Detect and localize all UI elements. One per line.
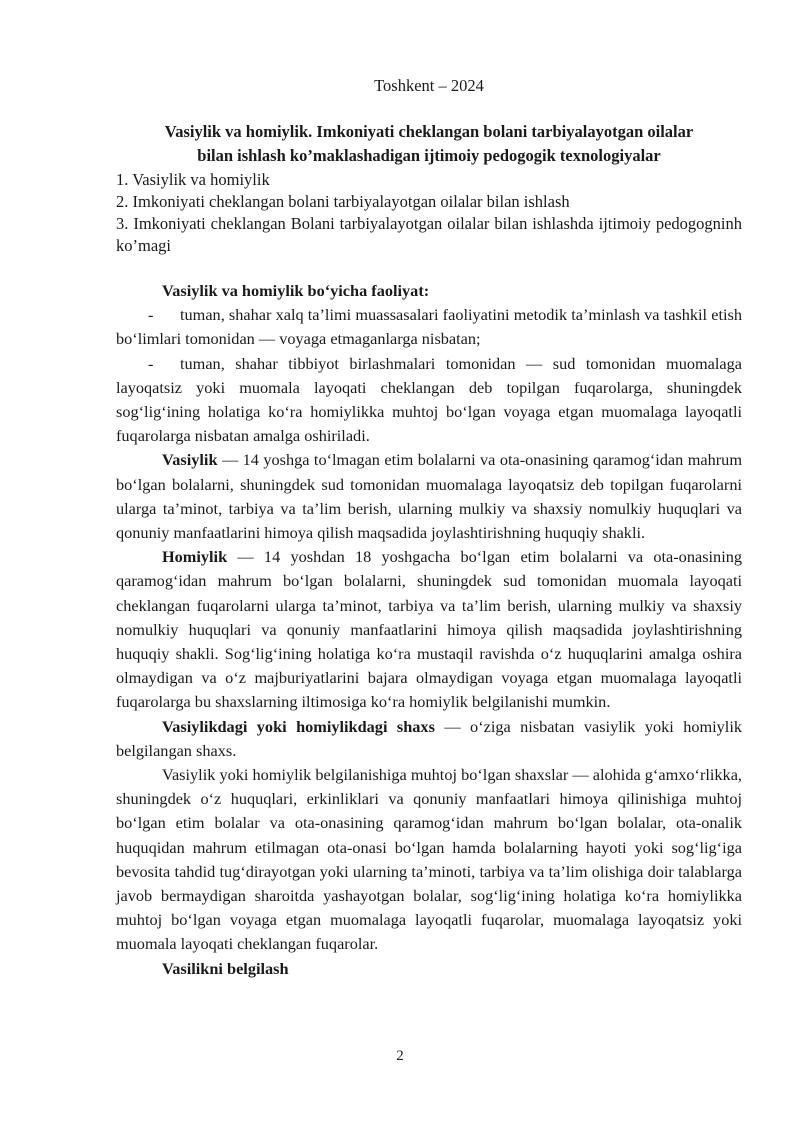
definition-text: — 14 yoshga to‘lmagan etim bolalarni va ota-onasining qaramog‘idan mahrum bo‘lgan bolalarni, shuningdek sud tomonidan muomalaga layoqatsiz deb topilgan fuqarolarni ularga ta’minot, tarbiya va ta’lim berish, ularning mulkiy va shaxsiy nomulkiy huquqlari va qonuniy manfaatlarini himoya qilish maqsadida joylashtirishning huquqiy shakli.: [116, 450, 742, 543]
definition-term: Vasiylikdagi yoki homiylikdagi shaxs: [162, 716, 435, 736]
section-heading: Vasiylik va homiylik bo‘yicha faoliyat:: [162, 281, 430, 300]
toc-item-1: 1. Vasiylik va homiylik: [116, 170, 270, 189]
definition-text: — o‘ziga nisbatan vasiylik yoki homiylik belgilangan shaxs.: [116, 716, 742, 760]
table-of-contents: [116, 169, 742, 257]
definition-term: Homiylik: [162, 547, 228, 567]
dash-item-1: [116, 303, 742, 351]
dash-item-text: tuman, shahar tibbiyot birlashmalari tomonidan — sud tomonidan muomalaga layoqatsiz yoki muomala layoqati cheklangan deb topilgan fuqarolarga, shuningdek sog‘lig‘ining holatiga ko‘ra homiylikka muhtoj bo‘lgan voyaga etgan muomalaga layoqatli fuqarolarga nisbatan amalga oshiriladi.: [116, 353, 742, 446]
definition-homiylik: [116, 545, 742, 714]
dash-bullet: -: [148, 305, 154, 325]
city-year: Toshkent – 2024: [374, 76, 484, 95]
body-paragraph: Vasiylik yoki homiylik belgilanishiga muhtoj bo‘lgan shaxslar — alohida g‘amxo‘rlikka, shuningdek o‘z huquqlari, erkinliklari va qonuniy manfaatlari himoya qilinishiga muhtoj bo‘lgan etim bolalar va ota-onasining qaramog‘idan mahrum bo‘lgan bolalar, ota-onalik huquqidan mahrum etilmagan ota-onasi bo‘lgan hamda bolalarning hayoti yoki sog‘lig‘iga bevosita tahdid tug‘dirayotgan yoki ularning ta’minoti, tarbiya va ta’lim olishiga doir talablarga javob bermaydigan sharoitda yashayotgan bolalar, sog‘lig‘ining holatiga ko‘ra homiylikka muhtoj bo‘lgan voyaga etgan muomalaga layoqatli fuqarolar, muomalaga layoqatsiz yoki muomala layoqati cheklangan fuqarolar.: [116, 765, 742, 954]
spacer: [116, 257, 742, 279]
dash-item-2: [116, 352, 742, 449]
toc-item-2: 2. Imkoniyati cheklangan bolani tarbiyalayotgan oilalar bilan ishlash: [116, 192, 570, 211]
definition-vasiylik: [116, 448, 742, 545]
page-number: 2: [396, 1048, 404, 1064]
title-line-2: bilan ishlash ko’maklashadigan ijtimoiy pedogogik texnologiyalar: [197, 146, 661, 165]
toc-item-3: 3. Imkoniyati cheklangan Bolani tarbiyalayotgan oilalar bilan ishlashda ijtimoiy pedogogninh ko’magi: [116, 214, 742, 255]
page-content: [116, 74, 742, 981]
document-title: [116, 120, 742, 168]
title-line-1: Vasiylik va homiylik. Imkoniyati cheklangan bolani tarbiyalayotgan oilalar: [164, 122, 694, 141]
dash-bullet: -: [148, 353, 154, 373]
dash-item-text: tuman, shahar xalq ta’limi muassasalari faoliyatini metodik ta’minlash va tashkil etish bo‘limlari tomonidan — voyaga etmaganlarga nisbatan;: [116, 305, 742, 349]
definition-shaxs: [116, 715, 742, 763]
final-heading: Vasilikni belgilash: [162, 958, 289, 978]
definition-term: Vasiylik: [162, 450, 218, 470]
definition-text: — 14 yoshdan 18 yoshgacha bo‘lgan etim bolalarni va ota-onasining qaramog‘idan mahrum bo‘lgan bolalarni, shuningdek sud tomonidan muomala layoqati cheklangan fuqarolarni ularga ta’minot, tarbiya va ta’lim berish, ularning mulkiy va shaxsiy nomulkiy huquqlari va qonuniy manfaatlarini himoya qilish maqsadida joylashtirishning huquqiy shakli. Sog‘lig‘ining holatiga ko‘ra mustaqil ravishda o‘z huquqlarini amalga oshira olmaydigan va o‘z majburiyatlarini bajara olmaydigan voyaga etgan muomalaga layoqatli fuqarolarga bu shaxslarning iltimosiga ko‘ra homiylik belgilanishi mumkin.: [116, 547, 742, 712]
